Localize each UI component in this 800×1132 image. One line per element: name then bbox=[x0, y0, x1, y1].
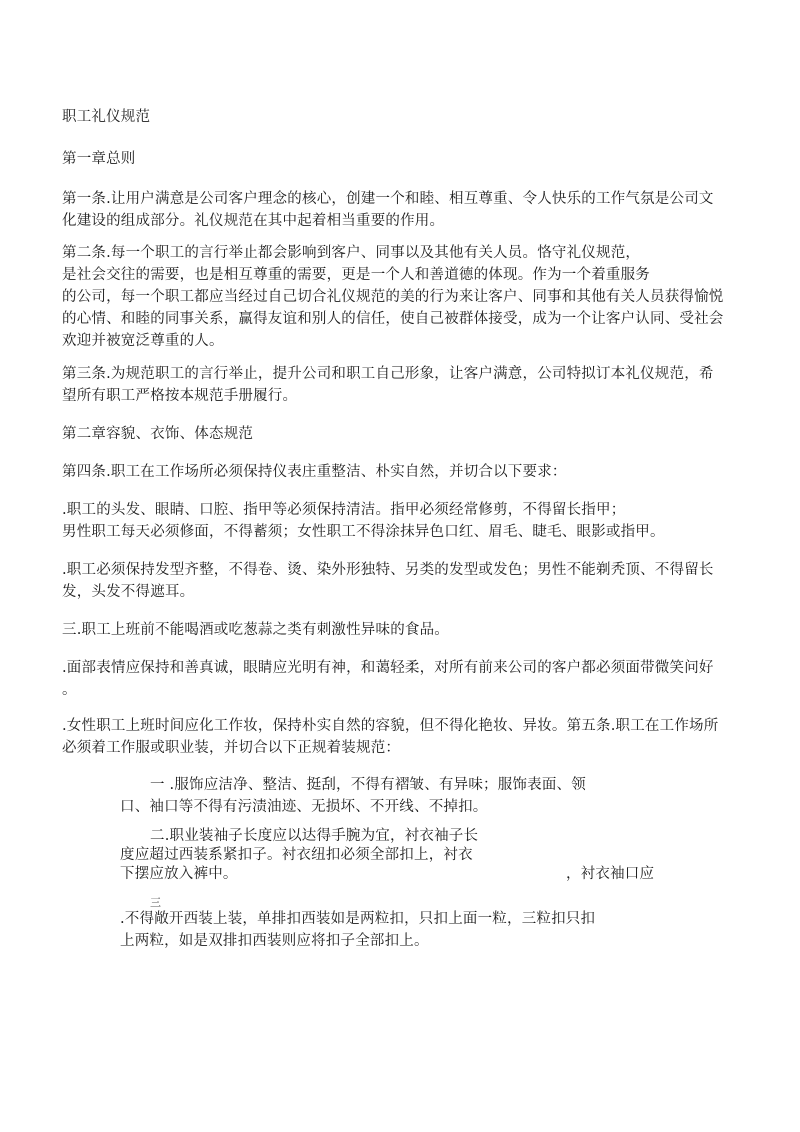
article-1-line-2: 化建设的组成部分。礼仪规范在其中起着相当重要的作用。 bbox=[62, 213, 445, 229]
article-3-line-1: 第三条.为规范职工的言行举止，提升公司和职工自己形象，让客户满意，公司特拟订本礼仪规范，希 bbox=[62, 366, 714, 382]
article-2-line-2: 是社会交往的需要，也是相互尊重的需要，更是一个人和善道德的体现。作为一个着重服务 bbox=[62, 267, 650, 283]
dress-rule-3-line-1: .不得敞开西装上装，单排扣西装如是两粒扣，只扣上面一粒，三粒扣只扣 bbox=[120, 911, 596, 927]
article-3-line-2: 望所有职工严格按本规范手册履行。 bbox=[62, 388, 298, 404]
article-4: 第四条.职工在工作场所必须保持仪表庄重整洁、朴实自然，并切合以下要求： bbox=[62, 464, 567, 480]
article-2-line-5: 欢迎并被宽泛尊重的人。 bbox=[62, 333, 224, 349]
requirement-3: 三.职工上班前不能喝酒或吃葱蒜之类有刺激性异味的食品。 bbox=[62, 622, 450, 638]
dress-rule-2-line-3: 下摆应放入裤中。 bbox=[120, 866, 238, 882]
requirement-4-line-2: 。 bbox=[62, 682, 77, 698]
requirement-2-line-1: .职工必须保持发型齐整，不得卷、烫、染外形独特、另类的发型或发色；男性不能剃秃顶、不得留长 bbox=[62, 562, 714, 578]
requirement-2-line-2: 发，头发不得遮耳。 bbox=[62, 584, 195, 600]
article-1-line-1: 第一条.让用户满意是公司客户理念的核心，创建一个和睦、相互尊重、令人快乐的工作气氛是公司文 bbox=[62, 191, 714, 207]
requirement-4-line-1: .面部表情应保持和善真诚，眼睛应光明有神，和蔼轻柔，对所有前来公司的客户都必须面带微笑问好 bbox=[62, 660, 714, 676]
requirement-1-line-1: .职工的头发、眼睛、口腔、指甲等必须保持清洁。指甲必须经常修剪，不得留长指甲； bbox=[62, 502, 626, 518]
chapter-2-heading: 第二章容貌、衣饰、体态规范 bbox=[62, 426, 254, 442]
article-2-line-1: 第二条.每一个职工的言行举止都会影响到客户、同事以及其他有关人员。恪守礼仪规范， bbox=[62, 245, 641, 261]
dress-rule-2-line-1: 二.职业装袖子长度应以达得手腕为宜，衬衣袖子长 bbox=[150, 828, 479, 844]
dress-rule-1-line-2: 口、袖口等不得有污渍油迹、无损坏、不开线、不掉扣。 bbox=[120, 799, 488, 815]
dress-rule-2-line-2: 度应超过西装系紧扣子。衬衣纽扣必须全部扣上，衬衣 bbox=[120, 847, 473, 863]
article-2-line-4: 的心情、和睦的同事关系，赢得友谊和别人的信任，使自己被群体接受，成为一个让客户认同、受社会 bbox=[62, 311, 724, 327]
dress-rule-3-mark: 三 bbox=[150, 896, 162, 909]
document-title: 职工礼仪规范 bbox=[62, 109, 151, 125]
dress-rule-1-line-1: 一 .服饰应洁净、整洁、挺刮，不得有褶皱、有异味；服饰表面、领 bbox=[150, 777, 586, 793]
article-2-line-3: 的公司，每一个职工都应当经过自己切合礼仪规范的美的行为来让客户、同事和其他有关人员获得愉悦 bbox=[62, 289, 724, 305]
requirement-1-line-2: 男性职工每天必须修面，不得蓄须；女性职工不得涂抹异色口红、眉毛、睫毛、眼影或指甲。 bbox=[62, 524, 665, 540]
dress-rule-2-side-text: ，衬衣袖口应 bbox=[566, 866, 655, 882]
chapter-1-heading: 第一章总则 bbox=[62, 151, 136, 167]
dress-rule-3-line-2: 上两粒，如是双排扣西装则应将扣子全部扣上。 bbox=[120, 933, 429, 949]
requirement-5-line-1: .女性职工上班时间应化工作妆，保持朴实自然的容貌，但不得化艳妆、异妆。第五条.职工在工作场所 bbox=[62, 718, 719, 734]
requirement-5-line-2: 必须着工作服或职业装，并切合以下正规着装规范： bbox=[62, 740, 401, 756]
